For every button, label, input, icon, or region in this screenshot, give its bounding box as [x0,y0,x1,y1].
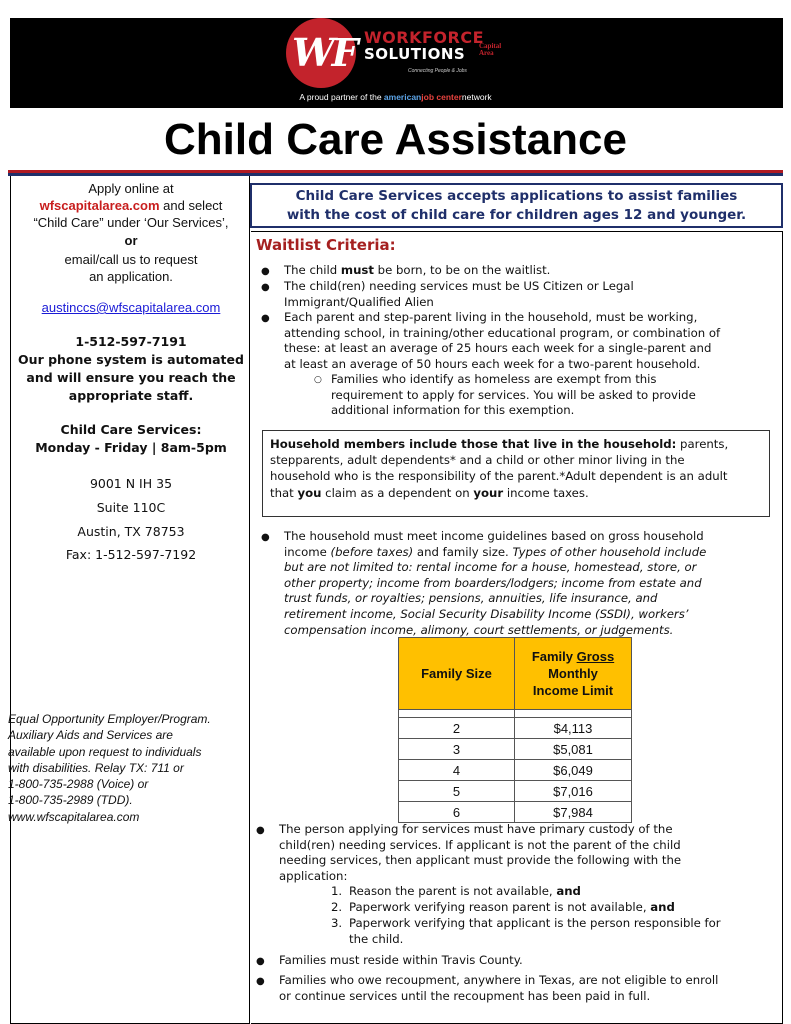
table-spacer-row [399,710,632,718]
line: requirement to apply for services. You will be asked to provide [331,387,696,402]
emphasis: must [340,263,374,277]
logo-line1: WORKFORCE [364,28,484,47]
line: but are not limited to: rental income for a house, homestead, store, or [284,560,697,575]
emphasis: and [556,884,581,898]
line: or continue services until the recoupment has been paid in full. [279,988,651,1003]
and-select-text: and select [159,198,223,213]
table-row [399,802,632,823]
text: be born, to be on the waitlist. [373,263,551,277]
phone-note-3: appropriate staff. [68,388,194,403]
income-limit-cell: $7,016 [515,781,632,802]
text: Reason the parent is not available, [349,884,557,898]
partner-line [0,92,791,102]
email-call-text: email/call us to request [64,252,198,267]
line: at least an average of 50 hours each week for a two-parent household. [284,356,701,371]
spacer [399,710,515,718]
text: claim as a dependent on [321,485,474,500]
apply-online-label: Apply online at [88,181,174,196]
website-link[interactable]: wfscapitalarea.com [39,198,160,213]
line: needing services, then applicant must provide the following with the [279,853,682,868]
table-row [399,718,632,739]
hours-text: Monday - Friday | 8am-5pm [35,440,227,455]
eeo-line: with disabilities. Relay TX: 711 or [8,760,184,775]
text: parents, [676,437,729,451]
bullet-icon: ● [261,313,270,324]
apply-website-line [11,198,251,214]
criteria-recoupment [279,973,718,1004]
criteria-custody [279,822,681,884]
line [270,436,762,452]
income-limit-cell: $5,081 [515,739,632,760]
line: additional information for this exemption. [331,403,575,418]
text: income [284,544,331,559]
line: Families who identify as homeless are exempt from this [331,372,657,386]
text: Paperwork verifying reason parent is not available, [349,900,651,914]
line: The person applying for services must have primary custody of the [279,822,673,836]
line: Each parent and step-parent living in the household, must be working, [284,310,698,324]
criteria-born [284,263,550,279]
text: and family size. [413,544,513,559]
numbered-item: 2. [331,900,343,914]
partner-post: network [461,92,492,102]
eeo-line: 1-800-735-2988 (Voice) or [8,777,149,792]
page-title: Child Care Assistance [164,115,627,164]
spacer [515,710,632,718]
table-row [399,781,632,802]
line: Immigrant/Qualified Alien [284,294,434,309]
emphasis: your [473,485,504,500]
phone-number: 1-512-597-7191 [75,334,187,349]
address-line-1: 9001 N IH 35 [89,476,173,491]
header-income-limit [515,638,632,710]
text: Gross [576,649,615,664]
or-text: or [124,233,138,248]
line: application: [279,868,348,883]
text: (before taxes) [330,544,414,559]
bullet-icon: ● [256,825,265,836]
income-limit-cell: $6,049 [515,760,632,781]
bullet-icon: ● [261,266,270,277]
address-line-2: Suite 110C [96,500,166,515]
text: Types of other household include [512,544,707,559]
partner-american: american [383,92,422,102]
custody-item-2 [349,900,675,916]
email-link[interactable]: austinccs@wfscapitalarea.com [41,300,221,315]
eeo-line: 1-800-735-2989 (TDD). [8,793,133,808]
eeo-website[interactable]: www.wfscapitalarea.com [8,809,140,824]
family-size-cell: 5 [399,781,515,802]
line: other property; income from boarders/lodgers; income from estate and [284,575,702,590]
text: that [270,485,298,500]
phone-note-1: Our phone system is automated [18,352,244,367]
line: child(ren) needing services. If applicant is not the parent of the child [279,837,681,852]
email-line [11,300,251,316]
criteria-travis-county: Families must reside within Travis County. [279,953,523,967]
address-line-3: Austin, TX 78753 [77,524,185,539]
line [270,485,762,501]
line: The household must meet income guidelines based on gross household [284,529,704,543]
text: The child [284,263,341,277]
child-care-under-text: “Child Care” under ‘Our Services’, [33,215,229,230]
sub-bullet-icon: ○ [314,375,322,385]
line: attending school, in training/other educational program, or combination of [284,325,721,340]
table-row [399,760,632,781]
banner-line-1: Child Care Services accepts applications to assist families [295,188,738,204]
logo-tagline: Connecting People & Jobs [408,68,467,74]
header-family-size: Family Size [399,638,515,710]
partner-pre: A proud partner of the [299,92,384,102]
eeo-line: Auxiliary Aids and Services are [8,728,173,743]
table-header-row [399,638,632,710]
income-limit-cell: $7,984 [515,802,632,823]
income-limit-table [398,637,632,823]
criteria-homeless-exemption [331,372,696,419]
text: Monthly [548,666,598,681]
contact-sidebar [10,176,250,1024]
criteria-citizen [284,279,634,310]
line: the child. [349,931,404,946]
text: income taxes. [503,485,589,500]
logo-capital-area: Capital Area [479,42,502,57]
table-row [399,739,632,760]
an-application-text: an application. [89,269,173,284]
line: Paperwork verifying that applicant is the person responsible for [349,916,721,930]
numbered-item: 3. [331,916,343,930]
waitlist-heading: Waitlist Criteria: [256,236,396,254]
household-definition-box [262,430,770,517]
line: The child(ren) needing services must be US Citizen or Legal [284,279,634,293]
emphasis: Household members include those that live in the household: [270,437,677,451]
income-limit-cell: $4,113 [515,718,632,739]
eeo-line: available upon request to individuals [8,744,202,759]
line: Families who owe recoupment, anywhere in Texas, are not eligible to enroll [279,973,719,987]
family-size-cell: 2 [399,718,515,739]
partner-jobcenter: job center [421,92,462,102]
banner-line-2: with the cost of child care for children ages 12 and younger. [286,207,747,223]
workforce-solutions-logo [286,18,506,90]
bullet-icon: ● [256,976,265,987]
custody-item-3 [349,916,721,947]
text: Family [531,649,577,664]
line: compensation income, alimony, court settlements, or judgements. [284,622,674,637]
family-size-cell: 6 [399,802,515,823]
phone-note-2: and will ensure you reach the [26,370,236,385]
logo-letters: WF [292,30,356,75]
criteria-income [284,529,706,638]
line [284,545,706,561]
eeo-notice [8,711,234,825]
intro-banner [250,183,783,228]
numbered-item: 1. [331,884,343,898]
family-size-cell: 4 [399,760,515,781]
bullet-icon: ● [261,532,270,543]
line: stepparents, adult dependents* and a child or other minor living in the [270,453,685,468]
eeo-line: Equal Opportunity Employer/Program. [8,712,211,726]
logo-line2: SOLUTIONS [364,45,466,63]
fax-number: Fax: 1-512-597-7192 [65,547,197,562]
criteria-working [284,310,720,372]
text: Income Limit [532,683,614,698]
custody-item-1 [349,884,581,900]
bullet-icon: ● [261,282,270,293]
line: household who is the responsibility of the parent.*Adult dependent is an adult [270,469,728,484]
family-size-cell: 3 [399,739,515,760]
line: retirement income, Social Security Disability Income (SSDI), workers’ [284,606,689,621]
line: these: at least an average of 25 hours each week for a single-parent and [284,341,712,356]
emphasis: you [297,485,322,500]
line: trust funds, or royalties; pensions, annuities, life insurance, and [284,591,658,606]
bullet-icon: ● [256,956,265,967]
emphasis: and [650,900,675,914]
hours-title: Child Care Services: [60,422,202,437]
